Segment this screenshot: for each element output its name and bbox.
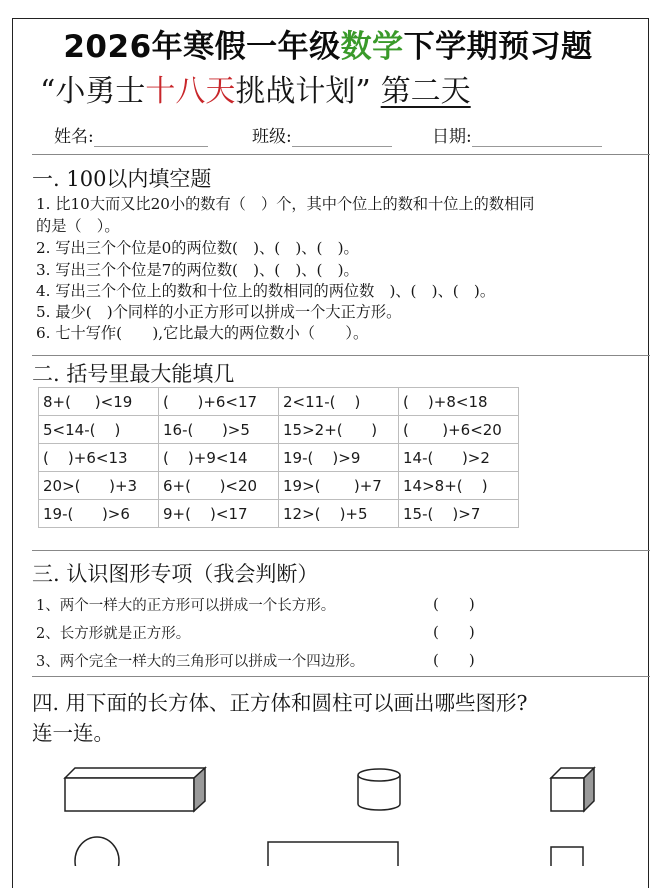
class-field[interactable] — [252, 122, 392, 147]
table-cell[interactable]: ( )+9<14 — [159, 444, 279, 472]
cuboid-icon[interactable] — [65, 768, 205, 811]
question-1-line2: 的是（ ）。 — [36, 217, 120, 235]
table-row — [39, 500, 519, 528]
table-cell[interactable]: ( )+6<13 — [39, 444, 159, 472]
table-row — [39, 388, 519, 416]
question-4: 4. 写出三个个位上的数和十位上的数相同的两位数 )、( )、( )。 — [36, 282, 496, 300]
judge-answer-3[interactable]: ( ) — [433, 651, 475, 669]
judge-item-2: 2、长方形就是正方形。 — [36, 626, 191, 642]
question-1-line1: 1. 比10大而又比20小的数有（ ）个，其中个位上的数和十位上的数相同 — [36, 195, 535, 213]
table-cell[interactable]: 15-( )>7 — [399, 500, 519, 528]
section1-divider — [32, 355, 650, 356]
table-cell[interactable]: ( )+6<20 — [399, 416, 519, 444]
table-cell[interactable]: ( )+6<17 — [159, 388, 279, 416]
table-cell[interactable]: 15>2+( ) — [279, 416, 399, 444]
table-cell[interactable]: 9+( )<17 — [159, 500, 279, 528]
question-6: 6. 七十写作( ),它比最大的两位数小（ ）。 — [36, 324, 369, 342]
class-input-line[interactable] — [292, 128, 392, 147]
header-divider — [32, 154, 650, 155]
question-3: 3. 写出三个个位是7的两位数( )、( )、( )。 — [36, 261, 359, 279]
table-cell[interactable]: 2<11-( ) — [279, 388, 399, 416]
date-input-line[interactable] — [472, 128, 602, 147]
table-cell[interactable]: 19>( )+7 — [279, 472, 399, 500]
table-row — [39, 444, 519, 472]
section3-title: 三. 认识图形专项（我会判断） — [32, 562, 319, 586]
table-cell[interactable]: 8+( )<19 — [39, 388, 159, 416]
table-cell[interactable]: 20>( )+3 — [39, 472, 159, 500]
rectangle-icon[interactable] — [268, 842, 398, 866]
section2-divider — [32, 550, 650, 551]
judge-item-1: 1、两个一样大的正方形可以拼成一个长方形。 — [36, 598, 336, 614]
question-5: 5. 最少( )个同样的小正方形可以拼成一个大正方形。 — [36, 303, 402, 321]
table-cell[interactable]: ( )+8<18 — [399, 388, 519, 416]
section4-title — [32, 688, 622, 748]
title-subject-highlight: 数学 — [340, 29, 404, 65]
table-cell[interactable]: 14-( )>2 — [399, 444, 519, 472]
circle-icon[interactable] — [75, 837, 119, 866]
judge-item-3: 3、两个完全一样大的三角形可以拼成一个四边形。 — [36, 654, 365, 670]
table-cell[interactable]: 14>8+( ) — [399, 472, 519, 500]
name-input-line[interactable] — [94, 128, 208, 147]
table-cell[interactable]: 12>( )+5 — [279, 500, 399, 528]
cube-icon[interactable] — [551, 768, 594, 811]
name-label: 姓名: — [54, 127, 94, 147]
table-row — [39, 472, 519, 500]
judge-answer-2[interactable]: ( ) — [433, 623, 475, 641]
question-2: 2. 写出三个个位是0的两位数( )、( )、( )。 — [36, 239, 359, 257]
shapes-diagram — [0, 740, 656, 866]
square-icon[interactable] — [551, 847, 583, 866]
title-suffix: 下学期预习题 — [403, 29, 593, 65]
table-cell[interactable]: 19-( )>9 — [279, 444, 399, 472]
table-row — [39, 416, 519, 444]
table-cell[interactable]: 6+( )<20 — [159, 472, 279, 500]
subtitle-close: 挑战计划” — [235, 74, 371, 109]
inequality-table — [38, 387, 519, 528]
section3-divider — [32, 676, 650, 677]
title-prefix: 2026年寒假一年级 — [63, 29, 341, 65]
date-field[interactable] — [432, 122, 602, 147]
section4-title-line1: 四. 用下面的长方体、正方体和圆柱可以画出哪些图形? — [32, 691, 528, 715]
name-field[interactable] — [54, 122, 208, 147]
worksheet-subtitle — [40, 66, 471, 110]
subtitle-day: 第二天 — [380, 74, 471, 109]
date-label: 日期: — [432, 127, 472, 147]
cylinder-icon[interactable] — [358, 769, 400, 810]
section4-title-line2: 连一连。 — [32, 721, 114, 745]
class-label: 班级: — [252, 127, 292, 147]
section1-title: 一. 100以内填空题 — [32, 167, 212, 191]
table-cell[interactable]: 5<14-( ) — [39, 416, 159, 444]
subtitle-open: “小勇士 — [40, 74, 146, 109]
subtitle-highlight: 十八天 — [145, 74, 236, 109]
table-cell[interactable]: 16-( )>5 — [159, 416, 279, 444]
section2-title: 二. 括号里最大能填几 — [32, 362, 235, 386]
worksheet-title — [0, 21, 656, 66]
table-cell[interactable]: 19-( )>6 — [39, 500, 159, 528]
judge-answer-1[interactable]: ( ) — [433, 595, 475, 613]
